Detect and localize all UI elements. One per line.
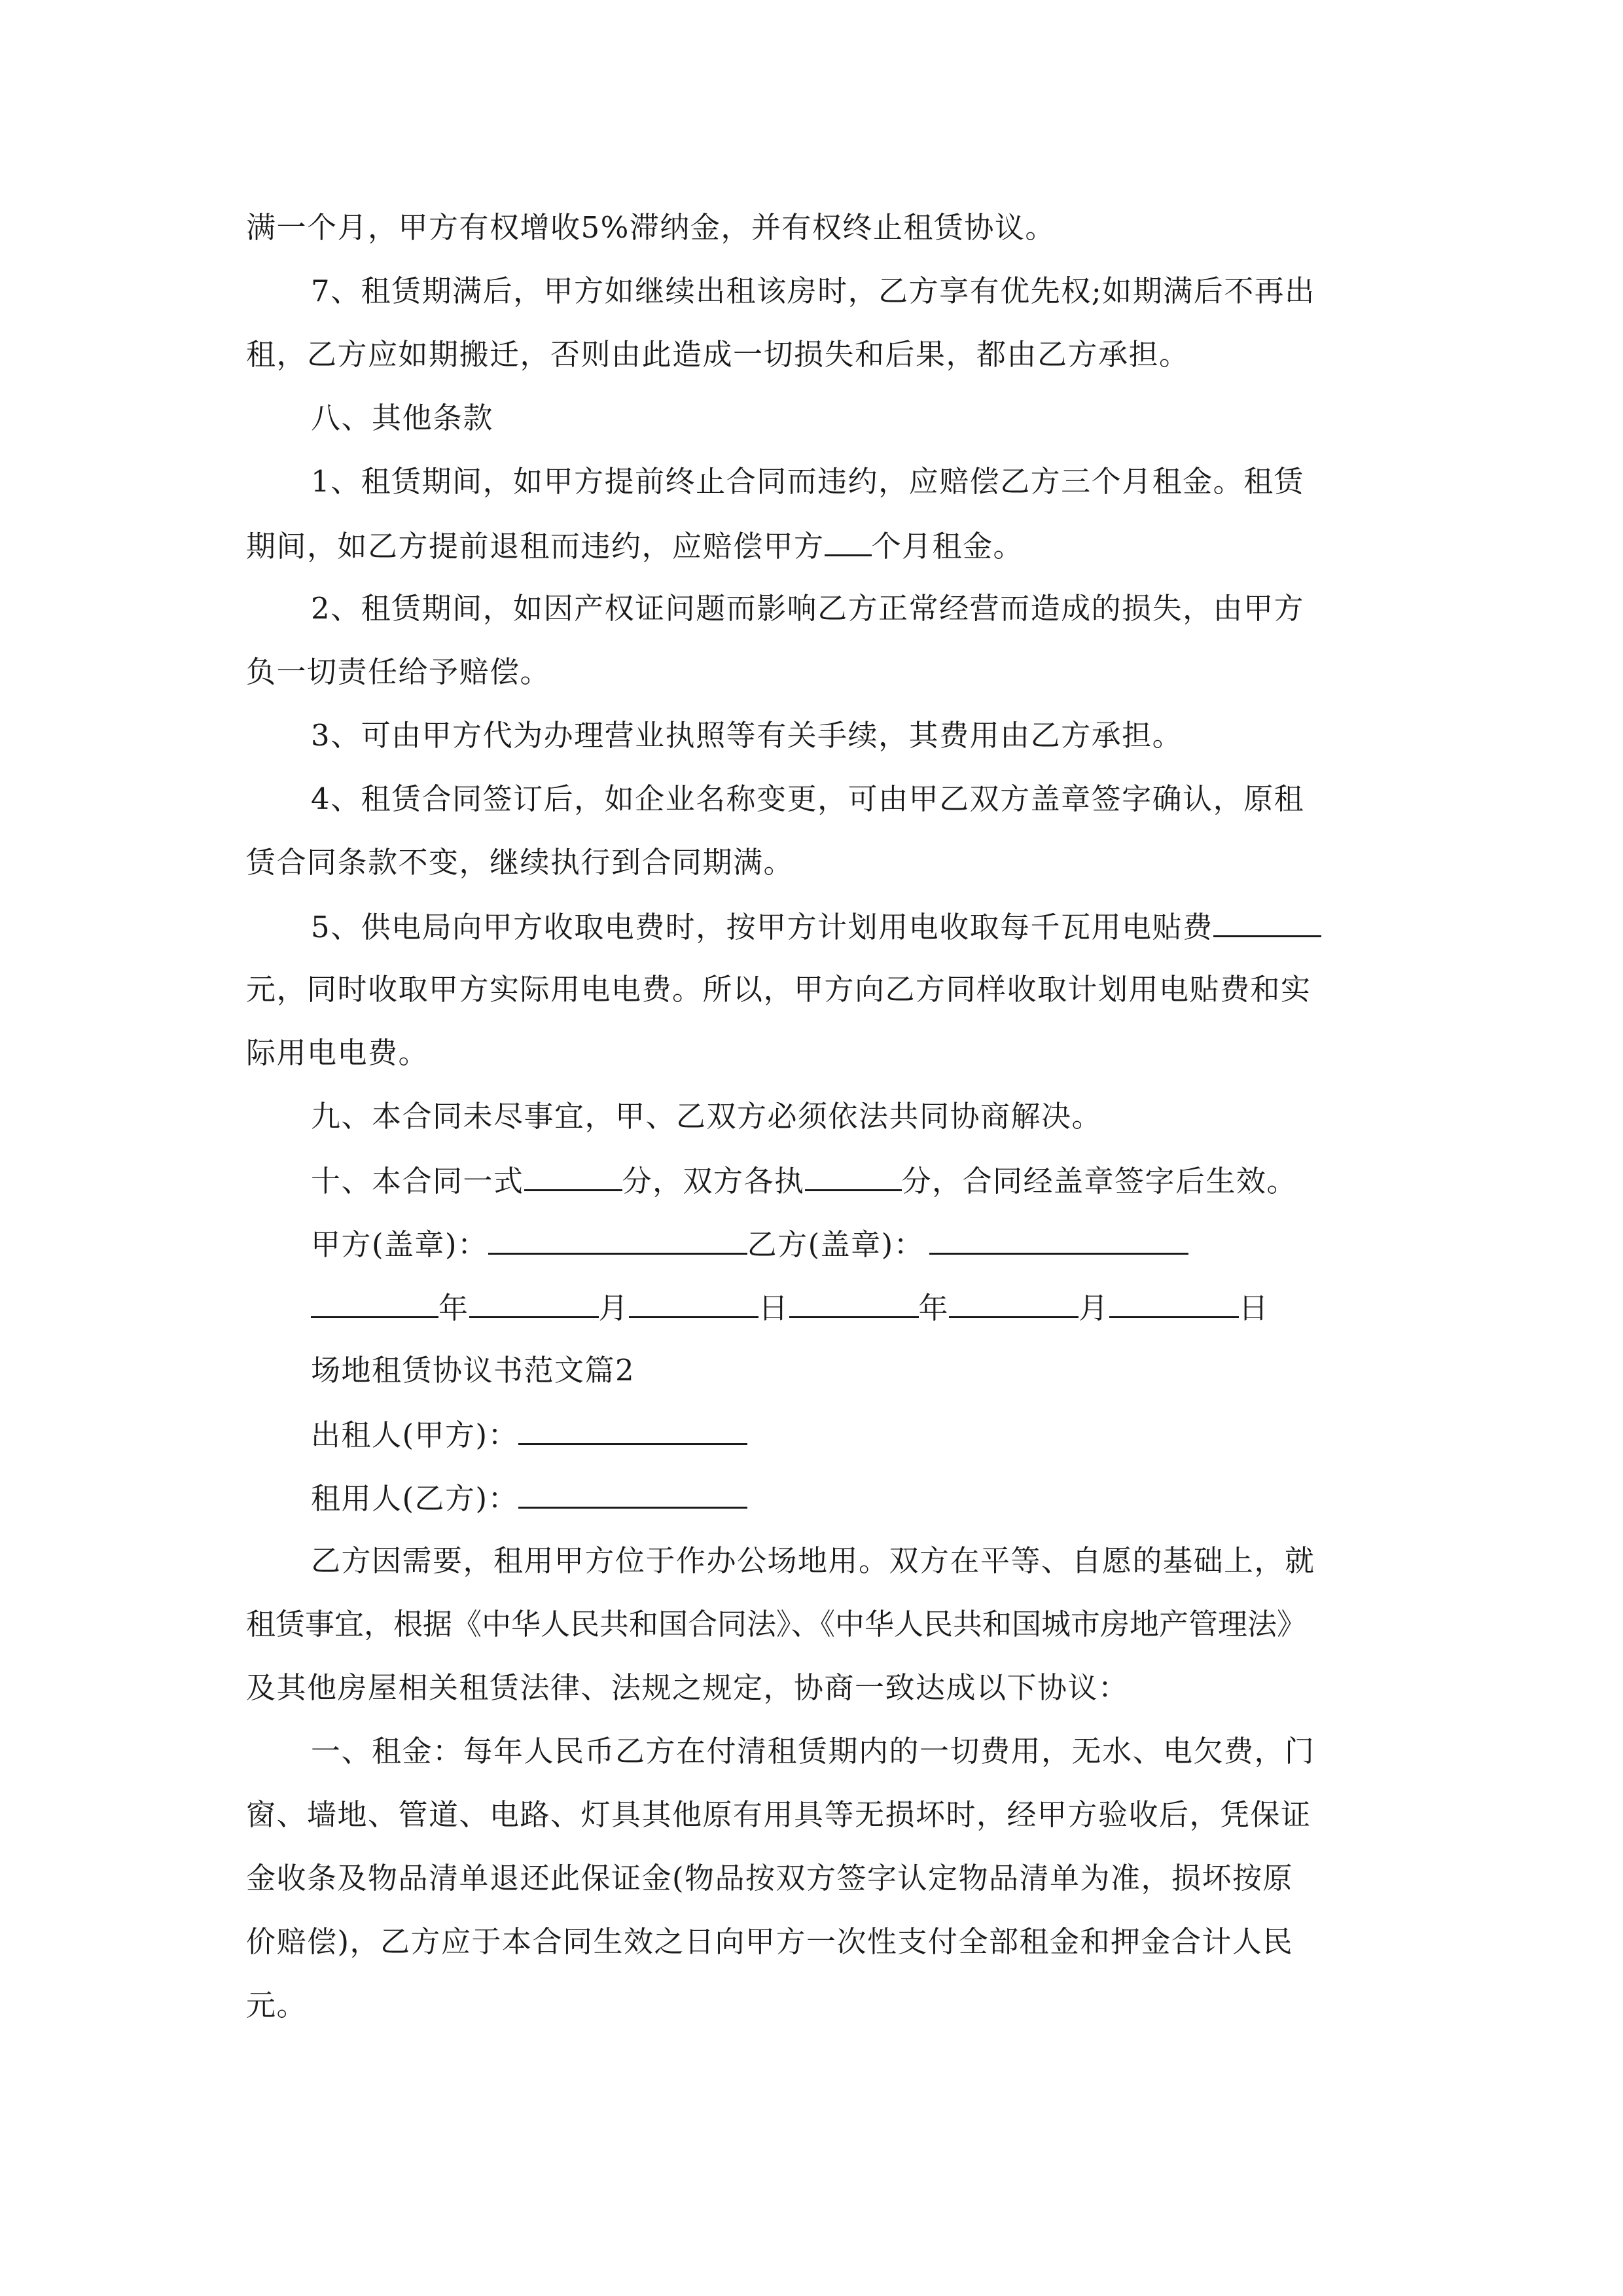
clause-8-5-line-1 bbox=[311, 906, 1321, 946]
rent-clause-line-2: 窗、墙地、管道、电路、灯具其他原有用具等无损坏时，经甲方验收后，凭保证 bbox=[246, 1797, 1311, 1832]
day-blank bbox=[629, 1287, 758, 1318]
lessee-label: 租用人(乙方)： bbox=[311, 1481, 519, 1516]
year-blank bbox=[789, 1287, 919, 1318]
clause-8-1-text-b: 个月租金。 bbox=[871, 529, 1024, 564]
year-label: 年 bbox=[918, 1291, 950, 1325]
fill-blank bbox=[524, 1160, 622, 1191]
clause-8-4-line-2: 赁合同条款不变，继续执行到合同期满。 bbox=[246, 845, 794, 880]
lessor-label: 出租人(甲方)： bbox=[311, 1418, 519, 1452]
signature-line bbox=[311, 1224, 1188, 1263]
clause-8-5-line-3: 际用电电费。 bbox=[246, 1035, 429, 1070]
rent-clause-line-4: 价赔偿)，乙方应于本合同生效之日向甲方一次性支付全部租金和押金合计人民 bbox=[246, 1924, 1294, 1959]
intro-line-3: 及其他房屋相关租赁法律、法规之规定，协商一致达成以下协议： bbox=[246, 1670, 1129, 1705]
clause-8-1-line-2 bbox=[246, 526, 1024, 565]
day-label: 日 bbox=[758, 1291, 789, 1325]
clause-7-line-1: 7、租赁期满后，甲方如继续出租该房时，乙方享有优先权;如期满后不再出 bbox=[311, 274, 1315, 308]
party-b-seal-blank bbox=[929, 1224, 1188, 1255]
paragraph-line: 满一个月，甲方有权增收5%滞纳金，并有权终止租赁协议。 bbox=[246, 210, 1056, 245]
party-b-seal-label: 乙方(盖章)： bbox=[747, 1227, 925, 1262]
clause-8-5-text: 5、供电局向甲方收取电费时，按甲方计划用电收取每千瓦用电贴费 bbox=[311, 910, 1213, 944]
rent-clause-line-5: 元。 bbox=[246, 1988, 308, 2022]
lessee-blank bbox=[518, 1478, 747, 1509]
intro-line-2: 租赁事宜，根据《中华人民共和国合同法》、《中华人民共和国城市房地产管理法》 bbox=[246, 1607, 1307, 1641]
lessee-line bbox=[311, 1478, 747, 1517]
fill-blank bbox=[1213, 906, 1321, 937]
month-label: 月 bbox=[1079, 1291, 1109, 1325]
year-blank bbox=[311, 1287, 438, 1318]
fill-blank bbox=[825, 526, 872, 556]
party-a-seal-blank bbox=[488, 1224, 747, 1255]
clause-8-2-line-2: 负一切责任给予赔偿。 bbox=[246, 655, 551, 689]
clause-8-1-line-1: 1、租赁期间，如甲方提前终止合同而违约，应赔偿乙方三个月租金。租赁 bbox=[311, 464, 1305, 499]
clause-8-4-line-1: 4、租赁合同签订后，如企业名称变更，可由甲乙双方盖章签字确认，原租 bbox=[311, 781, 1305, 816]
section-10-line bbox=[311, 1160, 1297, 1200]
year-label: 年 bbox=[438, 1291, 469, 1325]
section-10-text-b: 分，双方各执 bbox=[622, 1164, 805, 1198]
clause-8-3-line: 3、可由甲方代为办理营业执照等有关手续，其费用由乙方承担。 bbox=[311, 718, 1183, 753]
section-title: 场地租赁协议书范文篇2 bbox=[311, 1353, 635, 1388]
date-line bbox=[311, 1287, 1269, 1327]
fill-blank bbox=[805, 1160, 902, 1191]
intro-line-1: 乙方因需要，租用甲方位于作办公场地用。双方在平等、自愿的基础上，就 bbox=[311, 1543, 1315, 1578]
section-10-text-a: 十、本合同一式 bbox=[311, 1164, 524, 1198]
lessor-blank bbox=[518, 1414, 747, 1445]
section-8-heading: 八、其他条款 bbox=[311, 401, 494, 435]
month-blank bbox=[469, 1287, 599, 1318]
day-label: 日 bbox=[1238, 1291, 1270, 1325]
day-blank bbox=[1109, 1287, 1239, 1318]
clause-8-1-text-a: 期间，如乙方提前退租而违约，应赔偿甲方 bbox=[246, 529, 825, 564]
month-label: 月 bbox=[598, 1291, 630, 1325]
section-9-line: 九、本合同未尽事宜，甲、乙双方必须依法共同协商解决。 bbox=[311, 1099, 1103, 1134]
party-a-seal-label: 甲方(盖章)： bbox=[311, 1227, 488, 1262]
rent-clause-line-3: 金收条及物品清单退还此保证金(物品按双方签字认定物品清单为准，损坏按原 bbox=[246, 1861, 1294, 1895]
clause-8-2-line-1: 2、租赁期间，如因产权证问题而影响乙方正常经营而造成的损失，由甲方 bbox=[311, 591, 1305, 626]
clause-7-line-2: 租，乙方应如期搬迁，否则由此造成一切损失和后果，都由乙方承担。 bbox=[246, 337, 1190, 372]
lessor-line bbox=[311, 1414, 747, 1454]
section-10-text-c: 分，合同经盖章签字后生效。 bbox=[901, 1164, 1298, 1198]
month-blank bbox=[949, 1287, 1079, 1318]
clause-8-5-line-2: 元，同时收取甲方实际用电电费。所以，甲方向乙方同样收取计划用电贴费和实 bbox=[246, 972, 1311, 1007]
rent-clause-line-1: 一、租金：每年人民币乙方在付清租赁期内的一切费用，无水、电欠费，门 bbox=[311, 1734, 1315, 1768]
